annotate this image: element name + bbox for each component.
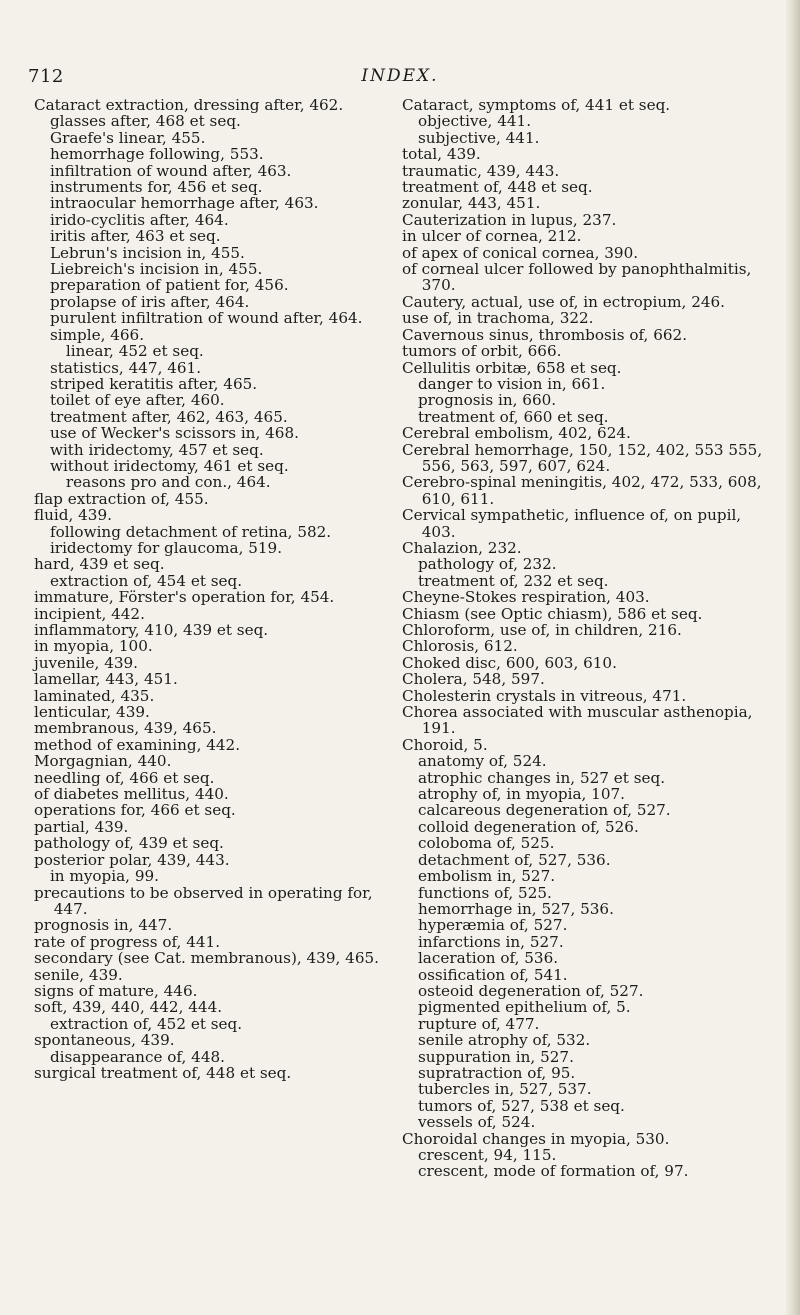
index-entry: Morgagnian, 440.: [34, 752, 172, 771]
index-entry: of diabetes mellitus, 440.: [34, 785, 229, 804]
index-entry: following detachment of retina, 582.: [49, 522, 332, 541]
index-entry: danger to vision in, 661.: [417, 374, 606, 393]
index-entry: iridectomy for glaucoma, 519.: [49, 538, 283, 557]
index-entry: fluid, 439.: [34, 506, 112, 525]
index-entry: treatment of, 660 et seq.: [417, 407, 609, 426]
index-entry: of apex of conical cornea, 390.: [402, 243, 639, 262]
index-entry: spontaneous, 439.: [34, 1031, 175, 1050]
index-column-left: [34, 97, 390, 1081]
index-entry: reasons pro and con., 464.: [65, 473, 271, 492]
index-entry: embolism in, 527.: [417, 867, 556, 886]
index-entry: partial, 439.: [34, 817, 129, 836]
index-entry: secondary (see Cat. membranous), 439, 465.: [34, 949, 379, 968]
index-entry: treatment after, 462, 463, 465.: [49, 407, 288, 426]
index-entry: Chorea associated with muscular asthenopia, 191.: [402, 703, 753, 738]
index-entry: flap extraction of, 455.: [34, 489, 209, 508]
index-entry: Cataract, symptoms of, 441 et seq.: [402, 96, 671, 114]
index-entry: in myopia, 100.: [34, 637, 153, 656]
index-entry: membranous, 439, 465.: [34, 719, 217, 738]
index-entry: osteoid degeneration of, 527.: [417, 981, 644, 1000]
index-entry: hard, 439 et seq.: [34, 555, 165, 574]
index-entry: striped keratitis after, 465.: [49, 374, 258, 393]
running-head: INDEX.: [361, 66, 439, 86]
index-entry: senile atrophy of, 532.: [417, 1031, 591, 1050]
index-entry: pathology of, 439 et seq.: [34, 834, 224, 853]
index-entry: Cauterization in lupus, 237.: [402, 210, 617, 229]
index-entry: Choroid, 5.: [402, 735, 488, 754]
index-entry: Cholesterin crystals in vitreous, 471.: [402, 686, 687, 705]
index-entry: surgical treatment of, 448 et seq.: [34, 1063, 292, 1082]
index-entry: calcareous degeneration of, 527.: [417, 801, 671, 820]
index-entry: crescent, 94, 115.: [417, 1146, 557, 1164]
index-entry: in myopia, 99.: [49, 867, 159, 886]
index-entry: iritis after, 463 et seq.: [49, 227, 221, 246]
index-entry: Liebreich's incision in, 455.: [49, 260, 263, 279]
index-entry: atrophic changes in, 527 et seq.: [417, 768, 666, 787]
index-entry: Chloroform, use of, in children, 216.: [402, 621, 682, 639]
index-entry: prolapse of iris after, 464.: [49, 292, 250, 311]
index-entry: treatment of, 232 et seq.: [417, 571, 609, 590]
index-entry: precautions to be observed in operating for, 447.: [34, 883, 373, 918]
index-entry: Cerebral embolism, 402, 624.: [402, 424, 631, 443]
index-entry: juvenile, 439.: [34, 653, 139, 672]
index-entry: rupture of, 477.: [417, 1014, 540, 1033]
page-edge: [786, 0, 800, 1315]
index-entry: Cataract extraction, dressing after, 462.: [34, 96, 344, 114]
index-entry: total, 439.: [402, 145, 481, 164]
index-entry: lamellar, 443, 451.: [34, 670, 178, 689]
index-entry: Graefe's linear, 455.: [49, 128, 206, 147]
index-column-right: [402, 97, 765, 1180]
index-entry: Lebrun's incision in, 455.: [49, 243, 245, 262]
index-entry: preparation of patient for, 456.: [49, 276, 289, 295]
index-entry: lenticular, 439.: [34, 703, 150, 722]
index-entry: pigmented epithelium of, 5.: [417, 998, 631, 1017]
index-entry: of corneal ulcer followed by panophthalmitis, 370.: [402, 260, 752, 295]
index-entry: coloboma of, 525.: [417, 834, 555, 853]
index-entry: Cerebral hemorrhage, 150, 152, 402, 553 555, 556, 563, 597, 607, 624.: [402, 440, 763, 475]
index-entry: Choroidal changes in myopia, 530.: [402, 1129, 670, 1148]
index-entry: instruments for, 456 et seq.: [49, 178, 263, 197]
index-entry: functions of, 525.: [417, 883, 552, 902]
index-entry: vessels of, 524.: [417, 1113, 536, 1132]
index-entry: operations for, 466 et seq.: [34, 801, 236, 820]
index-entry: Choked disc, 600, 603, 610.: [402, 653, 617, 672]
index-entry: soft, 439, 440, 442, 444.: [34, 998, 223, 1017]
index-entry: without iridectomy, 461 et seq.: [49, 456, 289, 475]
index-entry: signs of mature, 446.: [34, 981, 198, 1000]
index-entry: infarctions in, 527.: [417, 932, 564, 951]
index-entry: immature, Förster's operation for, 454.: [34, 588, 335, 607]
index-entry: infiltration of wound after, 463.: [49, 161, 292, 180]
index-entry: with iridectomy, 457 et seq.: [49, 440, 264, 459]
index-entry: colloid degeneration of, 526.: [417, 817, 639, 836]
index-entry: pathology of, 232.: [417, 555, 557, 574]
index-entry: traumatic, 439, 443.: [402, 161, 560, 180]
index-entry: linear, 452 et seq.: [65, 342, 204, 361]
index-entry: tubercles in, 527, 537.: [417, 1080, 592, 1099]
index-entry: use of Wecker's scissors in, 468.: [49, 424, 299, 443]
index-entry: prognosis in, 447.: [34, 916, 173, 935]
index-entry: Cervical sympathetic, influence of, on pupil, 403.: [402, 506, 742, 541]
index-entry: purulent infiltration of wound after, 464.: [49, 309, 363, 328]
index-entry: irido-cyclitis after, 464.: [49, 210, 229, 229]
index-entry: intraocular hemorrhage after, 463.: [49, 194, 319, 213]
index-entry: hyperæmia of, 527.: [417, 916, 568, 935]
index-entry: glasses after, 468 et seq.: [49, 112, 241, 131]
index-entry: Chlorosis, 612.: [402, 637, 518, 656]
index-entry: extraction of, 454 et seq.: [49, 571, 243, 590]
index-entry: inflammatory, 410, 439 et seq.: [34, 621, 269, 639]
index-entry: tumors of orbit, 666.: [402, 342, 562, 361]
page-number: 712: [28, 66, 64, 87]
index-entry: disappearance of, 448.: [49, 1047, 225, 1066]
index-entry: incipient, 442.: [34, 604, 145, 623]
index-entry: Cerebro-spinal meningitis, 402, 472, 533, 608, 610, 611.: [402, 473, 762, 508]
index-entry: method of examining, 442.: [34, 735, 241, 754]
index-entry: simple, 466.: [49, 325, 145, 344]
index-entry: Cholera, 548, 597.: [402, 670, 545, 689]
index-entry: suppuration in, 527.: [417, 1047, 574, 1066]
index-entry: laminated, 435.: [34, 686, 155, 705]
index-entry: in ulcer of cornea, 212.: [402, 227, 582, 246]
index-entry: posterior polar, 439, 443.: [34, 850, 230, 869]
index-entry: supratraction of, 95.: [417, 1063, 576, 1082]
index-entry: subjective, 441.: [417, 128, 540, 147]
index-entry: needling of, 466 et seq.: [34, 768, 215, 787]
index-entry: ossification of, 541.: [417, 965, 568, 984]
index-entry: objective, 441.: [417, 112, 532, 131]
index-entry: prognosis in, 660.: [417, 391, 557, 410]
index-entry: use of, in trachoma, 322.: [402, 309, 594, 328]
index-entry: Cellulitis orbitæ, 658 et seq.: [402, 358, 622, 377]
index-entry: zonular, 443, 451.: [402, 194, 541, 213]
index-entry: toilet of eye after, 460.: [49, 391, 225, 410]
index-entry: hemorrhage following, 553.: [49, 145, 264, 164]
index-entry: crescent, mode of formation of, 97.: [417, 1162, 689, 1181]
index-entry: statistics, 447, 461.: [49, 358, 202, 377]
index-entry: hemorrhage in, 527, 536.: [417, 899, 614, 918]
index-entry: treatment of, 448 et seq.: [402, 178, 593, 197]
index-entry: Chalazion, 232.: [402, 538, 522, 557]
index-entry: atrophy of, in myopia, 107.: [417, 785, 626, 804]
index-entry: detachment of, 527, 536.: [417, 850, 611, 869]
index-entry: anatomy of, 524.: [417, 752, 547, 771]
index-entry: Chiasm (see Optic chiasm), 586 et seq.: [402, 604, 703, 623]
index-entry: laceration of, 536.: [417, 949, 559, 968]
index-entry: rate of progress of, 441.: [34, 932, 221, 951]
index-entry: Cavernous sinus, thrombosis of, 662.: [402, 325, 688, 344]
index-entry: Cautery, actual, use of, in ectropium, 246.: [402, 292, 726, 311]
index-entry: extraction of, 452 et seq.: [49, 1014, 243, 1033]
index-entry: Cheyne-Stokes respiration, 403.: [402, 588, 650, 607]
index-entry: tumors of, 527, 538 et seq.: [417, 1096, 625, 1115]
index-entry: senile, 439.: [34, 965, 123, 984]
